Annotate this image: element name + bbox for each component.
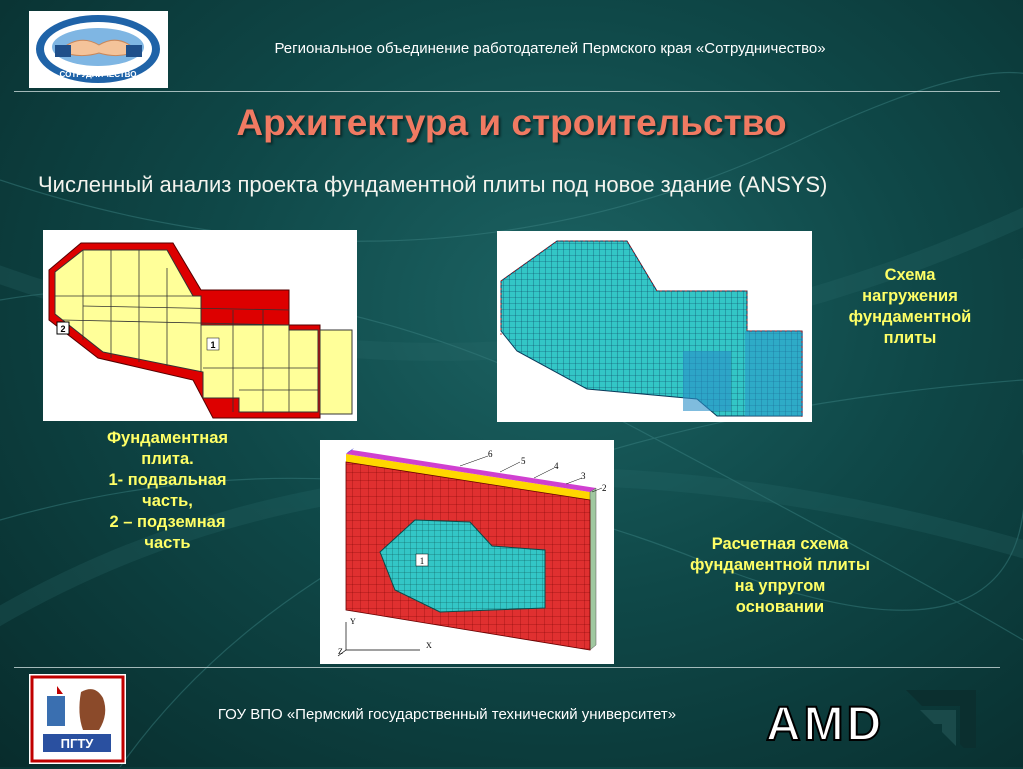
axis-z-label: Z	[338, 647, 343, 656]
plate-label-1: 1	[210, 340, 216, 350]
design-caption: Расчетная схема фундаментной плиты на упругом основании	[690, 535, 870, 616]
logo-text: СОТРУДНИЧЕСТВО	[59, 70, 137, 79]
organization-logo	[29, 11, 168, 88]
plate-caption: Фундаментная плита. 1- подвальная часть, 2 – подземная часть	[106, 429, 229, 552]
amd-logo	[766, 690, 978, 753]
layer-number: 5	[521, 456, 526, 466]
university-name: ГОУ ВПО «Пермский государственный технический университет»	[217, 706, 677, 723]
layer-number: 2	[602, 483, 607, 493]
page-title: Архитектура и строительство	[236, 102, 787, 143]
header-divider	[14, 91, 1000, 92]
design-scheme-figure	[320, 440, 614, 664]
amd-text: AMD	[766, 698, 885, 748]
axis-x-label: X	[426, 641, 432, 650]
foundation-plate-figure	[43, 230, 357, 421]
page-subtitle: Численный анализ проекта фундаментной плиты под новое здание (ANSYS)	[38, 172, 828, 197]
university-logo-text: ПГТУ	[60, 736, 94, 751]
organization-name: Региональное объединение работодателей Пермского края «Сотрудничество»	[274, 40, 826, 57]
loading-scheme-figure	[497, 231, 812, 422]
design-label-1: 1	[419, 556, 425, 566]
footer-divider	[14, 667, 1000, 668]
layer-number: 4	[554, 461, 559, 471]
loading-caption: Схема нагружения фундаментной плиты	[848, 266, 972, 347]
university-logo	[29, 674, 126, 764]
plate-label-2: 2	[60, 324, 66, 334]
layer-number: 6	[488, 449, 493, 459]
layer-number: 3	[581, 471, 586, 481]
axis-y-label: Y	[350, 617, 356, 626]
